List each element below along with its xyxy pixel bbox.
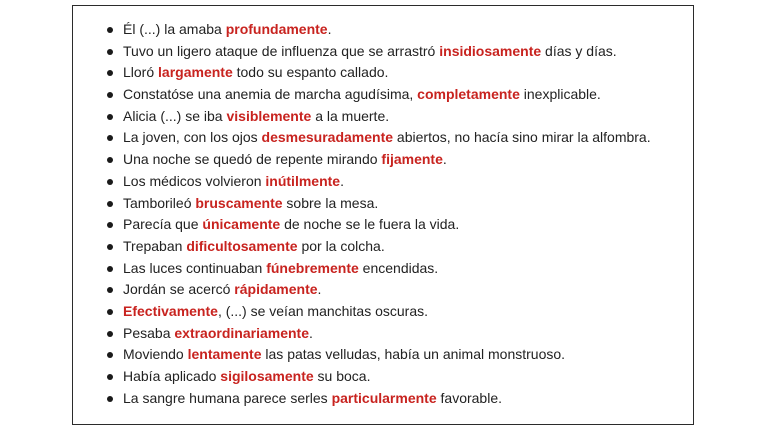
sentence-text: abiertos, no hacía sino mirar la alfombra. <box>393 129 651 146</box>
sentence-text: , (...) se veían manchitas oscuras. <box>217 302 429 319</box>
bullet-icon <box>107 49 113 55</box>
sentence-text: La joven, con los ojos <box>123 129 262 146</box>
bullet-icon <box>107 287 113 293</box>
sentence-text: . <box>442 151 447 168</box>
bullet-icon <box>107 179 113 185</box>
sentence-text: Tuvo un ligero ataque de influenza que se arrastró <box>123 42 440 59</box>
list-item <box>107 388 651 410</box>
bullet-icon <box>107 135 113 141</box>
highlighted-adverb: fijamente <box>381 151 443 168</box>
sentence-text: Parecía que <box>123 216 203 233</box>
sentence-text: . <box>340 172 344 189</box>
bullet-icon <box>107 396 113 402</box>
sentence-text: por la colcha. <box>297 237 385 254</box>
sentence-text: Una noche se quedó de repente mirando <box>123 151 382 168</box>
sentence-text: Jordán se acercó <box>123 281 235 298</box>
bullet-icon <box>107 244 113 250</box>
bullet-icon <box>107 266 113 272</box>
highlighted-adverb: Efectivamente <box>123 302 218 319</box>
bullet-icon <box>107 374 113 380</box>
highlighted-adverb: extraordinariamente <box>174 324 309 341</box>
highlighted-adverb: visiblemente <box>226 107 312 124</box>
adverb-sentence-list <box>107 19 651 409</box>
bullet-icon <box>107 331 113 337</box>
sentence-text: Él (...) la amaba <box>123 21 226 37</box>
sentence-text: a la muerte. <box>311 107 390 124</box>
highlighted-adverb: completamente <box>417 86 520 103</box>
sentence-text: La sangre humana parece serles <box>123 389 332 406</box>
sentence-text: días y días. <box>541 42 617 59</box>
list-item <box>107 258 651 280</box>
highlighted-adverb: largamente <box>158 64 233 81</box>
sentence-text: Tamborileó <box>123 194 196 211</box>
sentence-text: Pesaba <box>123 324 175 341</box>
list-item <box>107 301 651 323</box>
sentence-text: las patas velludas, había un animal monstruoso. <box>261 346 566 363</box>
highlighted-adverb: rápidamente <box>234 281 318 298</box>
list-item <box>107 149 651 171</box>
sentence-text: de noche se le fuera la vida. <box>280 216 460 233</box>
sentence-text: . <box>317 281 322 298</box>
sentence-text: . <box>327 21 332 37</box>
bullet-icon <box>107 70 113 76</box>
highlighted-adverb: inútilmente <box>265 172 341 189</box>
sentence-text: Moviendo <box>123 346 188 363</box>
sentence-text: Había aplicado <box>123 368 221 384</box>
sentence-text: Los médicos volvieron <box>123 172 266 189</box>
list-item <box>107 41 651 63</box>
sentence-text: su boca. <box>313 368 371 384</box>
bullet-icon <box>107 309 113 315</box>
list-item <box>107 344 651 366</box>
highlighted-adverb: particularmente <box>331 389 437 406</box>
list-item <box>107 106 651 128</box>
sentence-box <box>72 5 694 425</box>
list-item <box>107 171 651 193</box>
bullet-icon <box>107 201 113 207</box>
sentence-text: sobre la mesa. <box>282 194 379 211</box>
bullet-icon <box>107 222 113 228</box>
list-item <box>107 214 651 236</box>
highlighted-adverb: bruscamente <box>195 194 283 211</box>
bullet-icon <box>107 114 113 120</box>
sentence-text: . <box>308 324 313 341</box>
bullet-icon <box>107 157 113 163</box>
list-item <box>107 62 651 84</box>
sentence-text: Alicia (...) se iba <box>123 107 227 124</box>
bullet-icon <box>107 352 113 358</box>
list-item <box>107 323 651 345</box>
sentence-text: encendidas. <box>358 259 439 276</box>
sentence-text: Las luces continuaban <box>123 259 267 276</box>
highlighted-adverb: insidiosamente <box>439 42 542 59</box>
sentence-text: inexplicable. <box>519 86 601 103</box>
sentence-text: Constatóse una anemia de marcha agudísima, <box>123 86 418 103</box>
sentence-text: favorable. <box>436 389 502 406</box>
list-item <box>107 127 651 149</box>
highlighted-adverb: sigilosamente <box>220 368 314 384</box>
list-item <box>107 193 651 215</box>
sentence-text: todo su espanto callado. <box>232 64 389 81</box>
sentence-text: Lloró <box>123 64 159 81</box>
list-item <box>107 279 651 301</box>
highlighted-adverb: dificultosamente <box>186 237 298 254</box>
highlighted-adverb: únicamente <box>202 216 281 233</box>
list-item <box>107 366 651 388</box>
highlighted-adverb: lentamente <box>187 346 262 363</box>
list-item <box>107 19 651 41</box>
highlighted-adverb: profundamente <box>225 21 328 37</box>
list-item <box>107 236 651 258</box>
highlighted-adverb: fúnebremente <box>266 259 359 276</box>
bullet-icon <box>107 27 113 33</box>
list-item <box>107 84 651 106</box>
sentence-text: Trepaban <box>123 237 187 254</box>
highlighted-adverb: desmesuradamente <box>261 129 394 146</box>
bullet-icon <box>107 92 113 98</box>
